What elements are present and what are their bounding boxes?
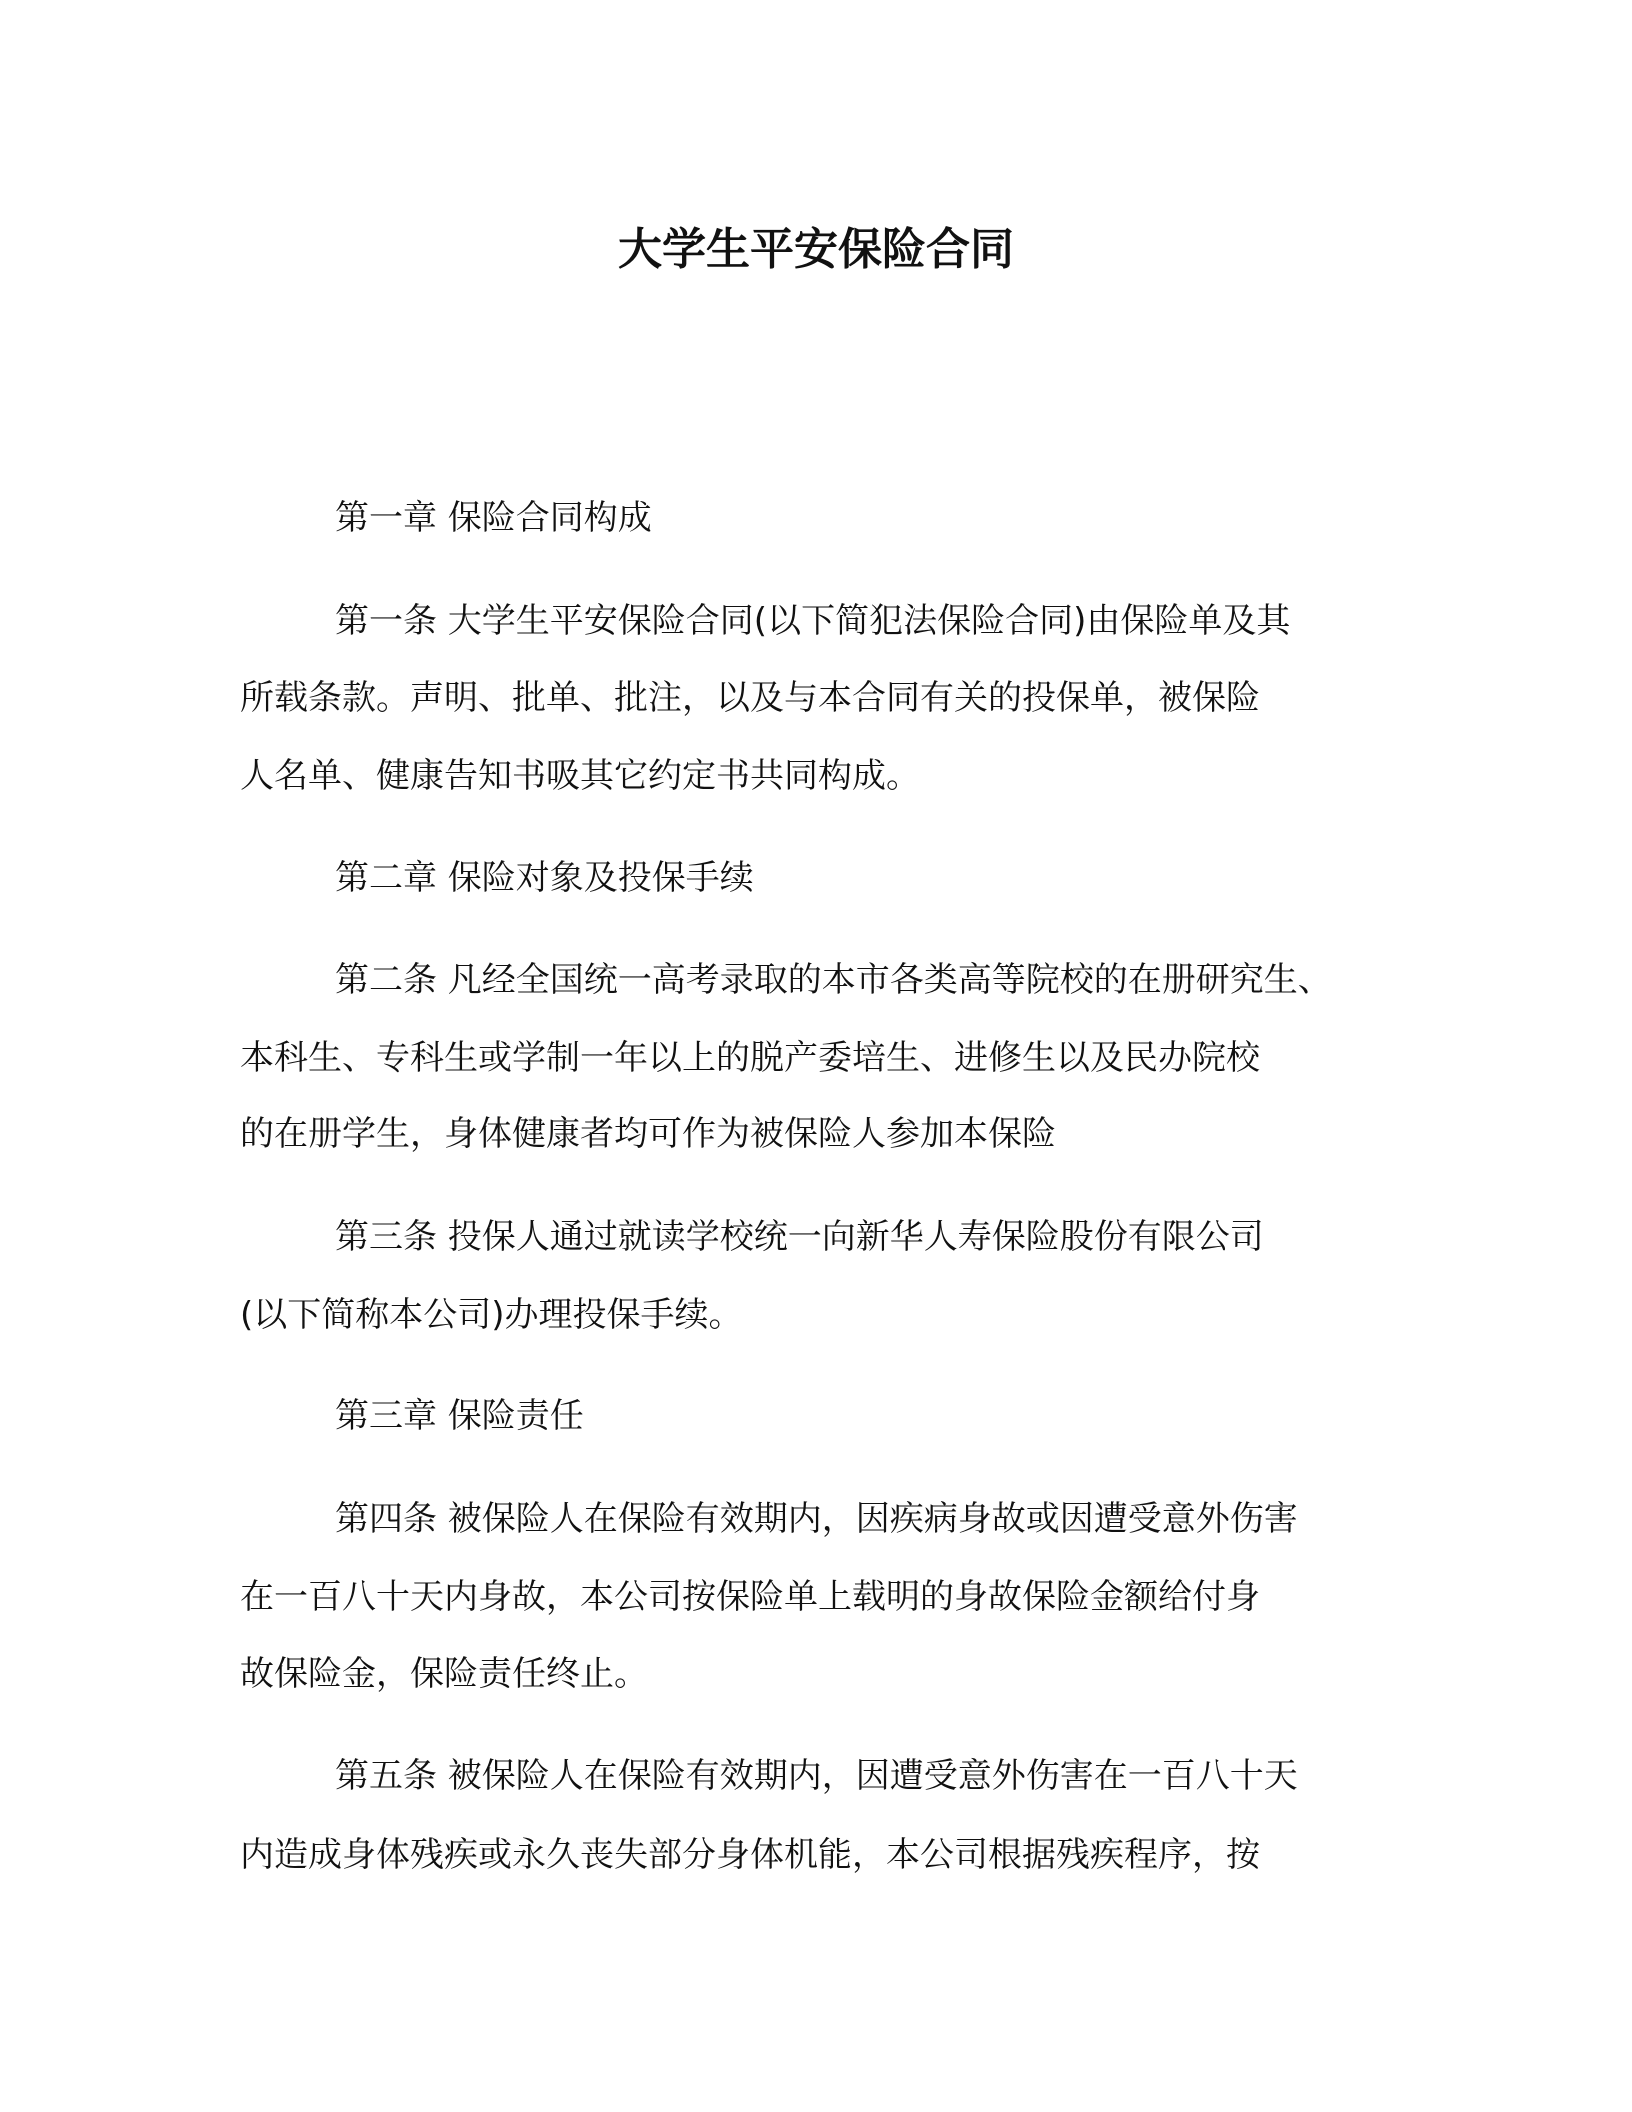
document-title: 大学生平安保险合同	[618, 224, 1014, 275]
chapter-2-heading: 第二章 保险对象及投保手续	[335, 858, 754, 898]
article-2-line-3: 的在册学生，身体健康者均可作为被保险人参加本保险	[240, 1114, 1056, 1154]
article-1-line-2: 所载条款。声明、批单、批注，以及与本合同有关的投保单，被保险	[240, 678, 1260, 718]
article-1-line-3: 人名单、健康告知书吸其它约定书共同构成。	[240, 756, 920, 796]
article-4-line-3: 故保险金，保险责任终止。	[240, 1654, 648, 1694]
chapter-1-heading: 第一章 保险合同构成	[335, 498, 652, 538]
article-3-line-2: (以下简称本公司)办理投保手续。	[240, 1295, 743, 1335]
article-3-line-1: 第三条 投保人通过就读学校统一向新华人寿保险股份有限公司	[335, 1217, 1264, 1257]
article-2-line-1: 第二条 凡经全国统一高考录取的本市各类高等院校的在册研究生、	[335, 960, 1332, 1000]
article-4-line-1: 第四条 被保险人在保险有效期内，因疾病身故或因遭受意外伤害	[335, 1499, 1298, 1539]
article-5-line-2: 内造成身体残疾或永久丧失部分身体机能，本公司根据残疾程序，按	[240, 1835, 1260, 1875]
chapter-3-heading: 第三章 保险责任	[335, 1396, 584, 1436]
article-5-line-1: 第五条 被保险人在保险有效期内，因遭受意外伤害在一百八十天	[335, 1756, 1298, 1796]
article-2-line-2: 本科生、专科生或学制一年以上的脱产委培生、进修生以及民办院校	[240, 1038, 1260, 1078]
article-4-line-2: 在一百八十天内身故，本公司按保险单上载明的身故保险金额给付身	[240, 1577, 1260, 1617]
article-1-line-1: 第一条 大学生平安保险合同(以下简犯法保险合同)由保险单及其	[335, 601, 1291, 641]
